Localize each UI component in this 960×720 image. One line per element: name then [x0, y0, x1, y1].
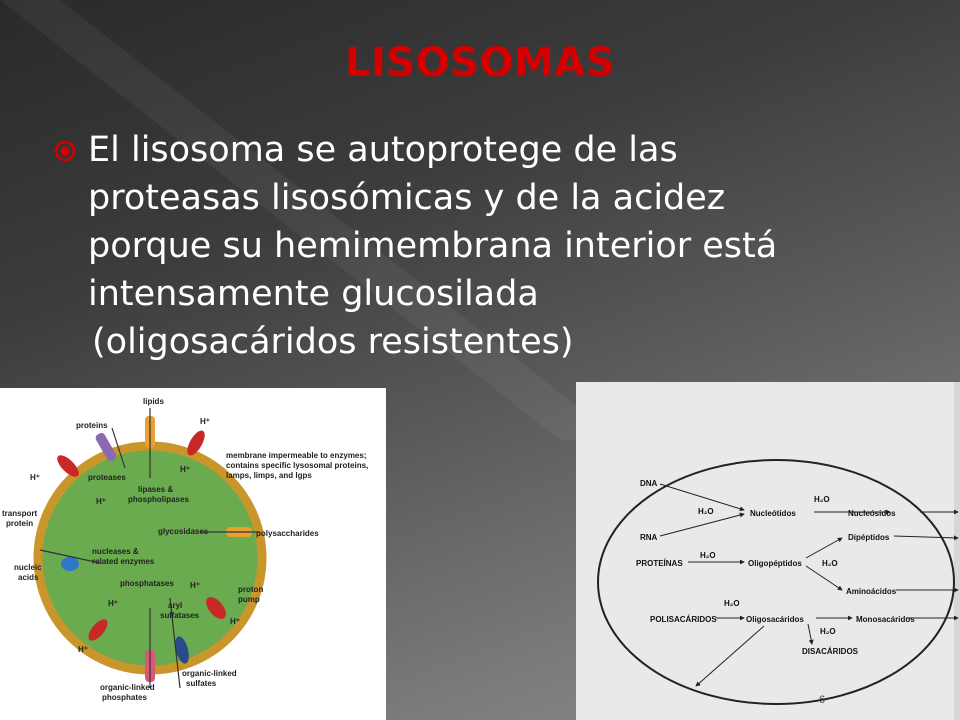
- label-nucleases-2: related enzymes: [92, 557, 155, 566]
- label-aryl-2: sulfatases: [160, 611, 200, 620]
- water-label-3: H₂O: [700, 551, 716, 560]
- node-dipeptidos: Dipéptidos: [848, 533, 890, 542]
- transport-protein-shape: [61, 557, 79, 571]
- bullet-line-4: intensamente glucosilada: [88, 274, 539, 314]
- water-label-1: H₂O: [698, 507, 714, 516]
- label-lipases-1: lipases &: [138, 485, 174, 494]
- label-polysaccharides: polysaccharides: [256, 529, 319, 538]
- bullet-icon: [54, 140, 76, 162]
- lysosome-outline: [598, 460, 954, 704]
- bullet-line-3: porque su hemimembrana interior está: [88, 226, 778, 266]
- label-proton-2: pump: [238, 595, 260, 604]
- water-label-6: H₂O: [820, 627, 836, 636]
- label-sulfates-1: organic-linked: [182, 669, 237, 678]
- label-proteins: proteins: [76, 421, 108, 430]
- digestion-diagram: [576, 382, 960, 720]
- label-sulfates-2: sulfates: [186, 679, 217, 688]
- lysosome-diagram: [0, 388, 386, 720]
- label-membrane-note-2: contains specific lysosomal proteins,: [226, 461, 369, 470]
- label-nucleic-2: acids: [18, 573, 39, 582]
- slide-title: LISOSOMAS: [344, 40, 616, 86]
- node-nucleosidos: Nucleósidos: [848, 509, 896, 518]
- bullet-text: [88, 126, 928, 366]
- node-oligopeptidos: Oligopéptidos: [748, 559, 802, 568]
- node-proteinas: PROTEÍNAS: [636, 559, 683, 568]
- label-proton-1: proton: [238, 585, 264, 594]
- label-transport-2: protein: [6, 519, 34, 528]
- label-glycosidases: glycosidases: [158, 527, 209, 536]
- node-rna: RNA: [640, 533, 658, 542]
- label-hplus-5: H⁺: [190, 581, 200, 590]
- node-polisacaridos: POLISACÁRIDOS: [650, 615, 717, 624]
- node-disacaridos: DISACÁRIDOS: [802, 647, 859, 656]
- bullet-line-2: proteasas lisosómicas y de la acidez: [88, 178, 726, 218]
- page-number: 6: [818, 694, 826, 706]
- label-hplus-3: H⁺: [30, 473, 40, 482]
- label-hplus-1: H⁺: [200, 417, 210, 426]
- node-dna: DNA: [640, 479, 658, 488]
- bullet-line-1: El lisosoma se autoprotege de las: [88, 130, 678, 170]
- label-hplus-4: H⁺: [96, 497, 106, 506]
- label-phosphates-2: phosphates: [102, 693, 147, 702]
- bullet-line-5: (oligosacáridos resistentes): [92, 322, 574, 362]
- label-membrane-note-1: membrane impermeable to enzymes;: [226, 451, 367, 460]
- label-transport-1: transport: [2, 509, 38, 518]
- label-nucleic-1: nucleic: [14, 563, 42, 572]
- label-hplus-2: H⁺: [180, 465, 190, 474]
- label-nucleases-1: nucleases &: [92, 547, 139, 556]
- water-label-4: H₂O: [822, 559, 838, 568]
- label-lipases-2: phospholipases: [128, 495, 189, 504]
- water-label-5: H₂O: [724, 599, 740, 608]
- node-nucleotidos: Nucleótidos: [750, 509, 796, 518]
- label-hplus-7: H⁺: [108, 599, 118, 608]
- label-phosphates-1: organic-linked: [100, 683, 155, 692]
- label-membrane-note-3: lamps, limps, and lgps: [226, 471, 312, 480]
- node-oligosacaridos: Oligosacáridos: [746, 615, 804, 624]
- node-monosacaridos: Monosacáridos: [856, 615, 915, 624]
- label-phosphatases: phosphatases: [120, 579, 174, 588]
- node-aminoacidos: Aminoácidos: [846, 587, 897, 596]
- label-hplus-8: H⁺: [78, 645, 88, 654]
- water-label-2: H₂O: [814, 495, 830, 504]
- label-proteases: proteases: [88, 473, 126, 482]
- label-aryl-1: aryl: [168, 601, 183, 610]
- label-hplus-6: H⁺: [230, 617, 240, 626]
- label-lipids: lipids: [143, 397, 164, 406]
